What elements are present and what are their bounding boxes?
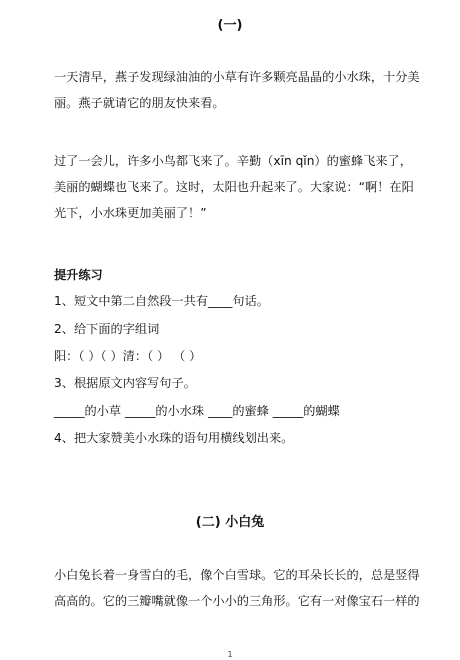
page-number: 1 (227, 650, 233, 659)
section-1-title: (一) (217, 18, 243, 33)
exercises-heading: 提升练习 (54, 268, 103, 282)
exercise-question-1: 1、短文中第二自然段一共有____句话。 (54, 294, 269, 308)
exercise-question-4: 4、把大家赞美小水珠的语句用横线划出来。 (54, 431, 294, 445)
section-1-paragraph-1: 一天清早，燕子发现绿油油的小草有许多颗亮晶晶的小水珠，十分美丽。燕子就请它的朋友快来看。 (54, 70, 420, 110)
exercise-question-2: 2、给下面的字组词 (54, 322, 160, 336)
section-2-title: (二) 小白兔 (195, 515, 265, 530)
section-1-paragraph-2: 过了一会儿，许多小鸟都飞来了。辛勤（xīn qǐn）的蜜蜂飞来了，美丽的蝴蝶也飞来了。这时，太阳也升起来了。大家说：“啊！在阳光下，小水珠更加美丽了！” (54, 154, 414, 220)
exercise-question-3: 3、根据原文内容写句子。 (54, 376, 196, 390)
exercise-question-3-blanks: _____的小草 _____的小水珠 ____的蜜蜂 _____的蝴蝶 (54, 404, 340, 418)
exercise-question-2-blanks: 阳：（ ）（ ）清：（ ） （ ） (54, 349, 202, 363)
section-2-paragraph-1: 小白兔长着一身雪白的毛，像个白雪球。它的耳朵长长的，总是竖得高高的。它的三瓣嘴就像一个小小的三角形。它有一对像宝石一样的 (54, 568, 420, 608)
